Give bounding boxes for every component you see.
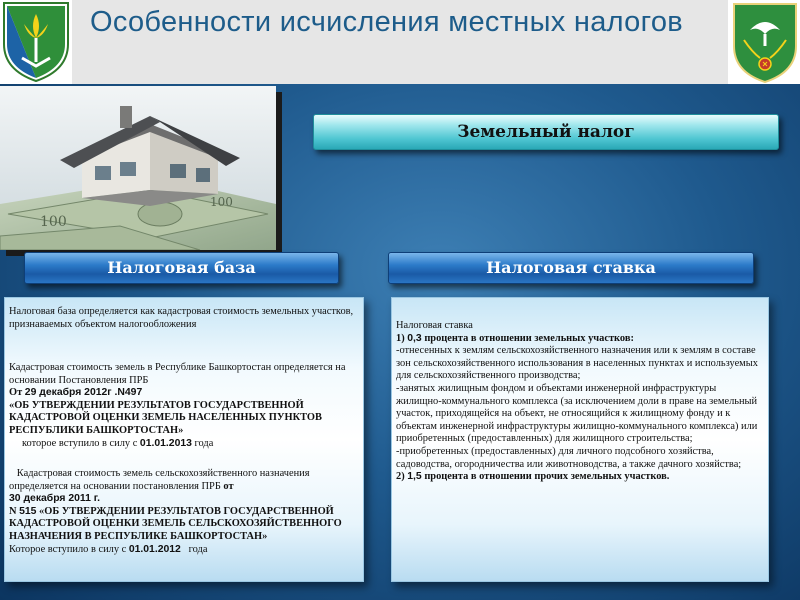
p2-effective-prefix: которое вступило в силу с — [9, 437, 140, 449]
item1-rate: 0,3 — [407, 332, 422, 344]
tax-rate-content — [396, 320, 764, 484]
p3-date: 30 декабря 2011 г. — [9, 493, 100, 505]
tax-base-intro — [9, 306, 359, 331]
item2-rate: 1,5 — [407, 471, 422, 483]
p3-effective-date: 01.01.2012 — [128, 543, 181, 555]
land-tax-header: Земельный налог — [313, 114, 779, 150]
svg-text:100: 100 — [40, 214, 67, 230]
tax-rate-header: Налоговая ставка — [388, 252, 754, 284]
settlement-emblem-icon — [730, 0, 800, 84]
p3-lead: Кадастровая стоимость земель сельскохозяйственного назначения определяется на основании постановления ПРБ — [9, 468, 313, 492]
p3-title: «ОБ УТВЕРЖДЕНИИ РЕЗУЛЬТАТОВ ГОСУДАРСТВЕННОЙ КАДАСТРОВОЙ ОЦЕНКИ ЗЕМЕЛЬ СЕЛЬСКОХОЗЯЙСТВЕННОГО НАЗНАЧЕНИЯ В РЕСПУБЛИКЕ БАШКОРТОСТАН» — [9, 505, 342, 542]
p3-number-prefix: N — [9, 505, 20, 517]
rate-line-agricultural: -отнесенных к землям сельскохозяйственного назначения или к землям в составе зон сельскохозяйственного использования в населенных пунктах и используемых для сельскохозяйственного производства; — [396, 345, 758, 382]
p3-from: от — [223, 480, 234, 492]
p2-date-prefix: От — [9, 387, 25, 399]
item2-rest: процента в отношении прочих земельных участков. — [421, 471, 670, 483]
district-emblem-icon — [0, 0, 72, 84]
tax-base-paragraph-3 — [9, 468, 359, 556]
p2-title: «ОБ УТВЕРЖДЕНИИ РЕЗУЛЬТАТОВ ГОСУДАРСТВЕННОЙ КАДАСТРОВОЙ ОЦЕНКИ ЗЕМЕЛЬ НАСЕЛЕННЫХ ПУНКТОВ РЕСПУБЛИКИ БАШКОРТОСТАН» — [9, 399, 322, 436]
svg-text:100: 100 — [210, 195, 233, 209]
p3-effective-prefix: Которое вступило в силу с — [9, 543, 129, 555]
rate-line-personal: -приобретенных (предоставленных) для личного подсобного хозяйства, садоводства, огородничества или животноводства, а также дачного хозяйства; — [396, 445, 742, 470]
tax-base-paragraph-2 — [9, 362, 359, 450]
item1-num: 1) — [396, 332, 408, 344]
tax-rate-heading: Налоговая ставка — [396, 320, 473, 331]
p3-effective-suffix: года — [180, 543, 208, 555]
p2-lead: Кадастровая стоимость земель в Республике Башкортостан определяется на основании Постановления ПРБ — [9, 362, 346, 386]
tax-base-panel — [4, 297, 364, 582]
page-title: Особенности исчисления местных налогов — [90, 6, 683, 38]
item1-rest: процента в отношении земельных участков: — [421, 332, 634, 344]
tax-rate-panel — [391, 297, 769, 582]
p2-date: 29 декабря 2012г .N497 — [24, 387, 143, 399]
tax-base-definition: Налоговая база определяется как кадастровая стоимость земельных участков, признаваемых объектом налогообложения — [9, 306, 354, 330]
header — [0, 0, 800, 84]
p3-number: 515 — [19, 505, 37, 517]
p2-effective-suffix: года — [191, 437, 214, 449]
rate-line-housing: -занятых жилищным фондом и объектами инженерной инфраструктуры жилищно-коммунального комплекса (за исключением доли в праве на земельный участок, приходящейся на объект, не относящийся к жилищному фонду и к объектам инженерной инфраструктуры жилищно-коммунального комплекса) или приобретенных (предоставленных) для жилищного строительства; — [396, 382, 758, 445]
tax-base-header: Налоговая база — [24, 252, 339, 284]
item2-num: 2) — [396, 471, 408, 483]
house-on-money-photo — [0, 86, 276, 250]
p2-effective-date: 01.01.2013 — [139, 437, 192, 449]
